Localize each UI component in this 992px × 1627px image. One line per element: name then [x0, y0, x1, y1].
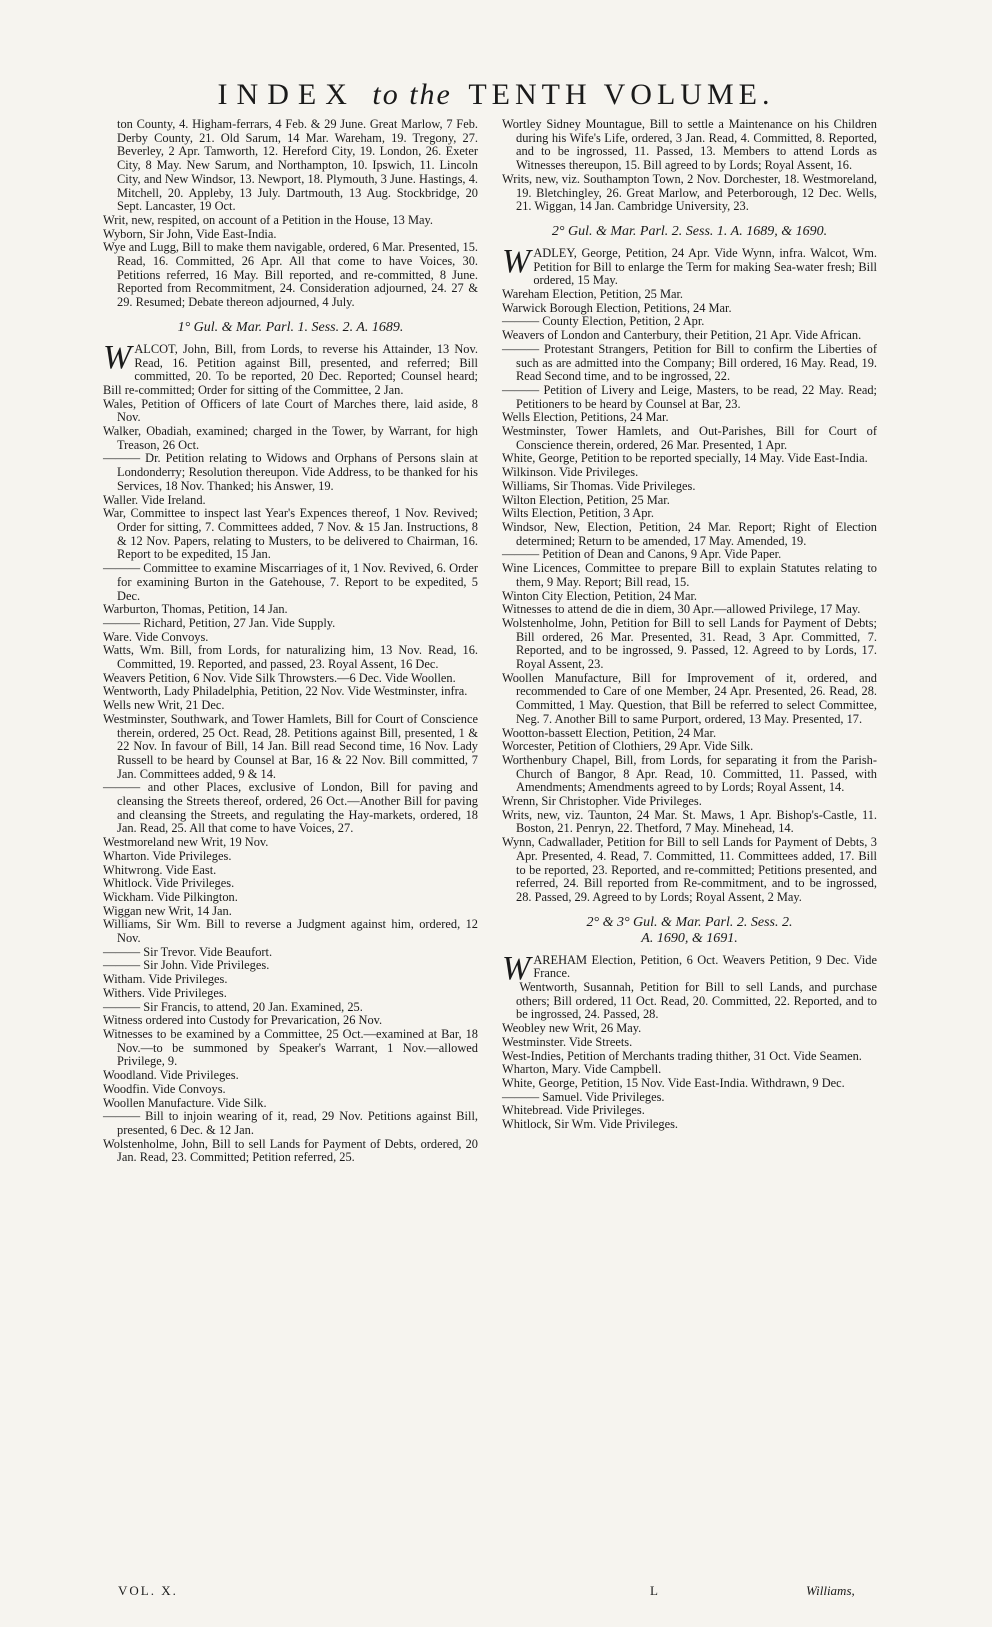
index-entry: Watts, Wm. Bill, from Lords, for naturalizing him, 13 Nov. Read, 16. Committed, 19. Reported, and passed, 23. Royal Assent, 16 Dec.: [103, 643, 478, 672]
section-heading: 2° Gul. & Mar. Parl. 2. Sess. 1. A. 1689, & 1690.: [551, 223, 828, 239]
index-entry: Weavers of London and Canterbury, their Petition, 21 Apr. Vide African.: [502, 328, 862, 343]
index-entry: ——— Sir John. Vide Privileges.: [103, 958, 270, 973]
index-entry: Westminster, Tower Hamlets, and Out-Parishes, Bill for Court of Conscience therein, ordered, 26 Mar. Presented, 1 Apr.: [502, 424, 877, 452]
index-entry: Wharton, Mary. Vide Campbell.: [502, 1062, 662, 1077]
index-entry: Wortley Sidney Mountague, Bill to settle a Maintenance on his Children during his Wife's Life, ordered, 3 Jan. Read, 4. Committed, 8. Reported, and to be ingrossed, 11. Passed, 13. Members to attend Lords as Witnesses thereupon, 15. Bill agreed to by Lords; Royal Assent, 16.: [502, 117, 877, 173]
section-lead-entry: [502, 242, 877, 288]
index-entry: ——— Sir Francis, to attend, 20 Jan. Examined, 25.: [103, 999, 363, 1014]
catchword: Williams,: [806, 1583, 855, 1598]
drop-cap: W: [502, 242, 531, 280]
section-lead-entry: [502, 949, 877, 987]
index-entry: Wolstenholme, John, Petition for Bill to sell Lands for Payment of Debts; Bill ordered, 26 Mar. Presented, 31. Read, 3 Apr. Committed, 7. Reported, and to be ingrossed, 9. Passed, 12. Agreed to by Lords, 17. Royal Assent, 23.: [502, 615, 877, 672]
section-heading-line-2: A. 1690, & 1691.: [641, 930, 738, 946]
right-entries: [502, 288, 877, 905]
index-entry: Wentworth, Lady Philadelphia, Petition, 22 Nov. Vide Westminster, infra.: [103, 684, 468, 699]
left-entries: [103, 398, 478, 1165]
signature-mark: L: [650, 1583, 658, 1598]
section-heading-line-1: 2° & 3° Gul. & Mar. Parl. 2. Sess. 2.: [586, 914, 793, 930]
index-entry: Wootton-bassett Election, Petition, 24 Mar.: [502, 725, 717, 740]
index-entry: ——— Samuel. Vide Privileges.: [502, 1089, 665, 1104]
index-entry: Westminster, Southwark, and Tower Hamlets, Bill for Court of Conscience therein, ordered, 25 Oct. Read, 28. Petitions against Bill, presented, 1 & 22 Nov. In favour of Bill, 14 Jan. Bill read Second time, 16 Nov. Lady Russell to be heard by Counsel at Bar, 16 & 22 Nov. Bill committed, 7 Jan. Committees added, 9 & 14.: [103, 711, 478, 781]
section-heading: 1° Gul. & Mar. Parl. 1. Sess. 2. A. 1689.: [177, 319, 404, 335]
index-entry: Winton City Election, Petition, 24 Mar.: [502, 588, 697, 603]
index-entry: Whitwrong. Vide East.: [103, 862, 217, 877]
title-index: INDEX: [217, 78, 356, 111]
drop-cap: W: [502, 949, 531, 987]
index-entry: ——— Protestant Strangers, Petition for Bill to confirm the Liberties of such as are admitted into the Company; Bill ordered, 16 May. Read, 19. Read Second time, and to be ingrossed, 22.: [502, 341, 877, 384]
index-entry: Writs, new, viz. Taunton, 24 Mar. St. Maws, 1 Apr. Bishop's-Castle, 11. Boston, 21. Penryn, 22. Thetford, 7 May. Minehead, 14.: [502, 807, 877, 836]
index-entry: Weavers Petition, 6 Nov. Vide Silk Throwsters.—6 Dec. Vide Woollen.: [103, 670, 456, 685]
index-entry: Westmoreland new Writ, 19 Nov.: [103, 835, 269, 850]
index-entry: ——— Petition of Livery and Leige, Masters, to be read, 22 May. Read; Petitioners to be heard by Counsel at Bar, 23.: [502, 382, 877, 411]
right-entries-2: [502, 981, 877, 1132]
index-entry: Woodfin. Vide Convoys.: [103, 1081, 226, 1096]
index-entry: Wickham. Vide Pilkington.: [103, 889, 238, 904]
index-entry: Writs, new, viz. Southampton Town, 2 Nov. Dorchester, 18. Westmoreland, 19. Bletchingley, 26. Great Marlow, and Peterborough, 12 Dec. Wells, 21. Wiggan, 14 Jan. Cambridge University, 23.: [502, 171, 877, 214]
index-entry: Witnesses to be examined by a Committee, 25 Oct.—examined at Bar, 18 Nov.—to be summoned by Speaker's Warrant, 1 Nov.—allowed Privilege, 9.: [103, 1027, 478, 1069]
index-entry: Wolstenholme, John, Bill to sell Lands for Payment of Debts, ordered, 20 Jan. Read, 23. Committed; Petition referred, 25.: [103, 1136, 478, 1165]
index-entry: Weobley new Writ, 26 May.: [502, 1021, 642, 1036]
index-entry: Wilton Election, Petition, 25 Mar.: [502, 492, 670, 507]
index-entry: Williams, Sir Thomas. Vide Privileges.: [502, 478, 696, 493]
index-entry: Woodland. Vide Privileges.: [103, 1068, 239, 1083]
index-entry: Walker, Obadiah, examined; charged in the Tower, by Warrant, for high Treason, 26 Oct.: [103, 424, 478, 452]
index-entry: West-Indies, Petition of Merchants trading thither, 31 Oct. Vide Seamen.: [502, 1048, 862, 1063]
index-entry: Whitlock. Vide Privileges.: [103, 876, 235, 891]
index-entry: Witham. Vide Privileges.: [103, 972, 228, 987]
index-entry: Waller. Vide Ireland.: [103, 492, 206, 507]
section-lead-text: ADLEY, George, Petition, 24 Apr. Vide Wynn, infra. Walcot, Wm. Petition for Bill to enlarge the Term for making Sea-water fresh; Bill ordered, 15 May.: [533, 245, 877, 288]
index-entry: White, George, Petition, 15 Nov. Vide East-India. Withdrawn, 9 Dec.: [502, 1076, 845, 1090]
index-entry: Williams, Sir Wm. Bill to reverse a Judgment against him, ordered, 12 Nov.: [103, 917, 478, 946]
title-to-the: to the: [372, 78, 452, 111]
index-entry: Wrenn, Sir Christopher. Vide Privileges.: [502, 794, 702, 809]
drop-cap: W: [103, 338, 132, 376]
index-entry: Wynn, Cadwallader, Petition for Bill to sell Lands for Payment of Debts, 3 Apr. Presented, 4. Read, 7. Committed, 11. Committees added, 17. Bill to be reported, 23. Reported, and re-committed; Petitions presented, and referred, 24. Bill reported from Re-commitment, and to be ingrossed, 28. Passed, 29. Agreed to by Lords; Royal Assent, 2 May.: [502, 835, 877, 904]
index-entry: Wilts Election, Petition, 3 Apr.: [502, 506, 654, 521]
left-column: [103, 118, 478, 1165]
index-entry: ——— and other Places, exclusive of London, Bill for paving and cleansing the Streets thereof, ordered, 26 Oct.—Another Bill for paving and cleansing the Streets, and regulating the Hay-markets, ordered, 18 Jan. Read, 25. All that come to have Voices, 27.: [103, 780, 478, 836]
index-entry: ——— Richard, Petition, 27 Jan. Vide Supply.: [103, 615, 336, 630]
index-entry: Wye and Lugg, Bill to make them navigable, ordered, 6 Mar. Presented, 15. Read, 16. Committed, 26 Apr. All that come to have Voices, 30. Petitions referred, 16 May. Bill reported, and re-committed, 8 June. Reported from Recommitment, 24. Consideration adjourned, 24. 27 & 29. Resumed; Debate thereon adjourned, 4 July.: [103, 240, 479, 310]
index-entry: Wareham Election, Petition, 25 Mar.: [502, 287, 684, 302]
index-entry: Westminster. Vide Streets.: [502, 1034, 633, 1049]
page-title: [0, 78, 992, 112]
index-entry: Whitebread. Vide Privileges.: [502, 1103, 645, 1118]
index-entry: Warburton, Thomas, Petition, 14 Jan.: [103, 602, 288, 617]
index-entry: Wells Election, Petitions, 24 Mar.: [502, 410, 669, 425]
index-entry: Wyborn, Sir John, Vide East-India.: [103, 226, 277, 241]
index-entry: ton County, 4. Higham-ferrars, 4 Feb. & 29 June. Great Marlow, 7 Feb. Derby County, 21. Old Sarum, 14 Mar. Wareham, 19. Tregony, 27. Beverley, 2 Apr. Tamworth, 12. Hereford City, 19. London, 26. Exeter City, 8 May. New Sarum, and Northampton, 10. Ipswich, 11. Lincoln City, and New Windsor, 13. Newport, 18. Plymouth, 3 June. Hastings, 4. Mitchell, 20. Appleby, 13 July. Dartmouth, 13 Aug. Stockbridge, 20 Sept. Lancaster, 19 Oct.: [117, 117, 478, 214]
index-entry: Whitlock, Sir Wm. Vide Privileges.: [502, 1117, 679, 1132]
index-entry: Writ, new, respited, on account of a Petition in the House, 13 May.: [103, 212, 433, 227]
volume-number: VOL. X.: [118, 1583, 178, 1598]
index-entry: Wine Licences, Committee to prepare Bill to explain Statutes relating to them, 9 May. Report; Bill read, 15.: [502, 561, 877, 589]
index-entry: Woollen Manufacture, Bill for Improvement of it, ordered, and recommended to Care of one Member, 24 Apr. Presented, 26. Read, 28. Committed, 1 May. Question, that Bill be referred to select Committee, Neg. 7. Another Bill to same Purport, ordered, 13 May. Presented, 17.: [502, 670, 877, 726]
index-entry: ——— Petition of Dean and Canons, 9 Apr. Vide Paper.: [502, 547, 782, 562]
index-entry: Witnesses to attend de die in diem, 30 Apr.—allowed Privilege, 17 May.: [502, 602, 861, 617]
index-entry: Wilkinson. Vide Privileges.: [502, 465, 639, 480]
index-entry: ——— Bill to injoin wearing of it, read, 29 Nov. Petitions against Bill, presented, 6 Dec. & 12 Jan.: [103, 1109, 478, 1137]
index-entry: Wells new Writ, 21 Dec.: [103, 698, 225, 713]
section-lead-entry: [103, 338, 478, 398]
index-entry: Wharton. Vide Privileges.: [103, 848, 232, 863]
index-entry: Warwick Borough Election, Petitions, 24 Mar.: [502, 300, 732, 315]
index-entry: ——— Dr. Petition relating to Widows and Orphans of Persons slain at Londonderry; Resolution thereupon. Vide Address, to be thanked for his Services, 18 Nov. Thanked; his Answer, 19.: [103, 451, 478, 493]
right-column: [502, 118, 877, 1132]
index-entry: Windsor, New, Election, Petition, 24 Mar. Report; Right of Election determined; Return to be amended, 17 May. Amended, 19.: [502, 519, 877, 548]
index-entry: Ware. Vide Convoys.: [103, 629, 209, 644]
index-entry: ——— County Election, Petition, 2 Apr.: [502, 314, 705, 329]
index-entry: White, George, Petition to be reported specially, 14 May. Vide East-India.: [502, 451, 868, 466]
index-entry: Worcester, Petition of Clothiers, 29 Apr. Vide Silk.: [502, 739, 754, 754]
section-lead-text: ALCOT, John, Bill, from Lords, to reverse his Attainder, 13 Nov. Read, 16. Petition against Bill, presented, and referred; Bill committed, 20. To be reported, 20 Dec. Reported; Counsel heard; Bill re-committed; Order for sitting of the Committee, 2 Jan.: [103, 341, 478, 397]
index-entry: ——— Sir Trevor. Vide Beaufort.: [103, 944, 273, 959]
title-volume: TENTH VOLUME.: [468, 78, 775, 111]
index-entry: Worthenbury Chapel, Bill, from Lords, for separating it from the Parish-Church of Bangor, 8 Apr. Read, 10. Committed, 11. Passed, with Amendments; Amendments agreed to by Lords; Royal Assent, 14.: [502, 752, 877, 795]
index-entry: Woollen Manufacture. Vide Silk.: [103, 1095, 267, 1110]
index-entry: Wiggan new Writ, 14 Jan.: [103, 903, 232, 918]
index-entry: Wentworth, Susannah, Petition for Bill to sell Lands, and purchase others; Bill ordered, 11 Oct. Read, 20. Committed, 22. Reported, and to be ingrossed, 24. Passed, 28.: [516, 980, 877, 1022]
index-entry: Witness ordered into Custody for Prevarication, 26 Nov.: [103, 1013, 383, 1028]
index-entry: Withers. Vide Privileges.: [103, 985, 227, 1000]
section-lead-text: AREHAM Election, Petition, 6 Oct. Weavers Petition, 9 Dec. Vide France.: [533, 952, 877, 981]
index-entry: War, Committee to inspect last Year's Expences thereof, 1 Nov. Revived; Order for sitting, 7. Committees added, 7 Nov. & 15 Jan. Instructions, 8 & 12 Nov. Papers, relating to Musters, to be delivered to Chairman, 16. Report to be expedited, 15 Jan.: [103, 506, 478, 562]
index-entry: ——— Committee to examine Miscarriages of it, 1 Nov. Revived, 6. Order for examining Burton in the Gatehouse, 7. Report to be expedited, 5 Dec.: [103, 561, 478, 603]
index-entry: Wales, Petition of Officers of late Court of Marches there, laid aside, 8 Nov.: [103, 396, 478, 425]
